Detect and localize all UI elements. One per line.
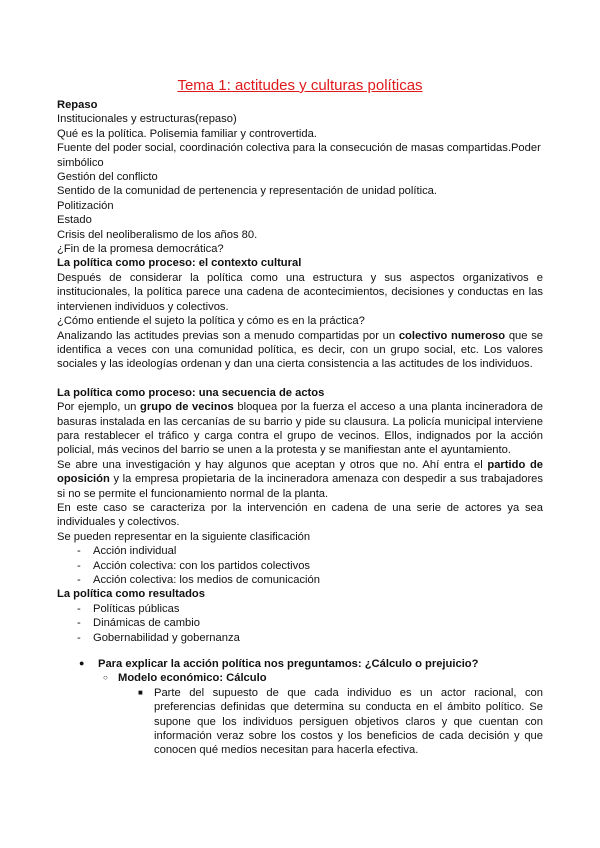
repaso-line: Crisis del neoliberalismo de los años 80. [57, 228, 258, 241]
repaso-line: Sentido de la comunidad de pertenencia y representación de unidad política. [57, 185, 438, 198]
text-run: Analizando las actitudes previas son a menudo compartidas por un [57, 329, 399, 342]
repaso-line: ¿Fin de la promesa democrática? [57, 243, 224, 256]
repaso-line: Qué es la política. Polisemia familiar y controvertida. [57, 127, 317, 140]
repaso-line: Politización [57, 199, 114, 212]
dash-icon: - [77, 631, 81, 644]
text-run: y la empresa propietaria de la incineradora amenaza con despedir a sus trabajadores si no se permite el funcionamiento normal de la planta. [57, 473, 543, 500]
dash-icon: - [77, 602, 81, 615]
contexto-question: ¿Cómo entiende el sujeto la política y cómo es en la práctica? [57, 315, 365, 328]
dash-icon: - [77, 559, 81, 572]
repaso-heading: Repaso [57, 99, 98, 111]
bold-term: colectivo numeroso [398, 329, 506, 342]
repaso-line: Estado [57, 214, 92, 227]
document-title: Tema 1: actitudes y culturas políticas [177, 77, 423, 94]
bullet-circle-icon: ○ [103, 673, 108, 683]
repaso-line: Gestión del conflicto [57, 171, 158, 184]
repaso-line: Institucionales y estructuras(repaso) [57, 113, 237, 126]
list-item: - Acción individual [77, 545, 177, 558]
bold-term: partido de oposición [57, 458, 544, 486]
dash-icon: - [77, 545, 81, 558]
dash-icon: - [77, 617, 81, 630]
secuencia-paragraph-2 [57, 458, 543, 501]
secuencia-paragraph-3: En este caso se caracteriza por la intervención en cadena de una serie de actores ya sea individuales y colectivos. [57, 501, 543, 529]
resultados-heading: La política como resultados [57, 588, 205, 601]
document-page [57, 76, 543, 758]
bold-term: grupo de vecinos [140, 401, 234, 414]
list-item: - Acción colectiva: los medios de comunicación [77, 574, 320, 586]
text-run: Por ejemplo, un [57, 401, 141, 414]
bullet-disc-icon: ● [79, 658, 85, 669]
list-item: - Acción colectiva: con los partidos colectivos [77, 559, 311, 572]
bullet-square-icon: ■ [138, 687, 143, 697]
text-run: Se abre una investigación y hay algunos que aceptan y otros que no. Ahí entra el [57, 458, 488, 471]
explicar-heading: ● Para explicar la acción política nos preguntamos: ¿Cálculo o prejuicio? [79, 658, 479, 671]
contexto-heading: La política como proceso: el contexto cultural [57, 257, 302, 270]
text-run: que se identifica a veces con una comunidad política, es decir, con un grupo social, etc. Los valores sociales y las ideologías ordenan y dan una cierta consistencia a las actitudes de los individuos. [57, 329, 544, 371]
list-item: - Gobernabilidad y gobernanza [77, 631, 240, 644]
dash-icon: - [77, 574, 81, 586]
secuencia-heading: La política como proceso: una secuencia de actos [57, 386, 325, 399]
contexto-paragraph-2 [57, 329, 543, 372]
text-run: bloquea por la fuerza el acceso a una planta incineradora de basuras instalada en las cercanías de su barrio y pide su clausura. La policía municipal interviene para restablecer el tráfico y carga contra el grupo de vecinos. Ellos, indignados por la acción policial, más vecinos del barrio se unen a la protesta y se manifiestan ante el ayuntamiento. [57, 401, 544, 457]
modelo-heading: ○ Modelo económico: Cálculo [103, 672, 267, 685]
secuencia-paragraph-4: Se pueden representar en la siguiente clasificación [57, 530, 311, 543]
repaso-line: Fuente del poder social, coordinación colectiva para la consecución de masas compartidas.Poder simbólico [57, 142, 541, 169]
modelo-detail: ■ Parte del supuesto de que cada individuo es un actor racional, con preferencias definidas que determina su conducta en el ámbito político. Se supone que los individuos persiguen objetivos claros y que cuentan con información veraz sobre los costos y los beneficios de cada decisión y que conocen qué medios necesitan para hacerla efectiva. [138, 686, 543, 757]
list-item: - Políticas públicas [77, 602, 180, 615]
list-item: - Dinámicas de cambio [77, 617, 200, 630]
secuencia-paragraph [57, 400, 543, 458]
contexto-paragraph: Después de considerar la política como una estructura y sus aspectos organizativos e institucionales, la política parece una cadena de acontecimientos, decisiones y conductas en las intervienen individuos y colectivos. [57, 271, 543, 313]
